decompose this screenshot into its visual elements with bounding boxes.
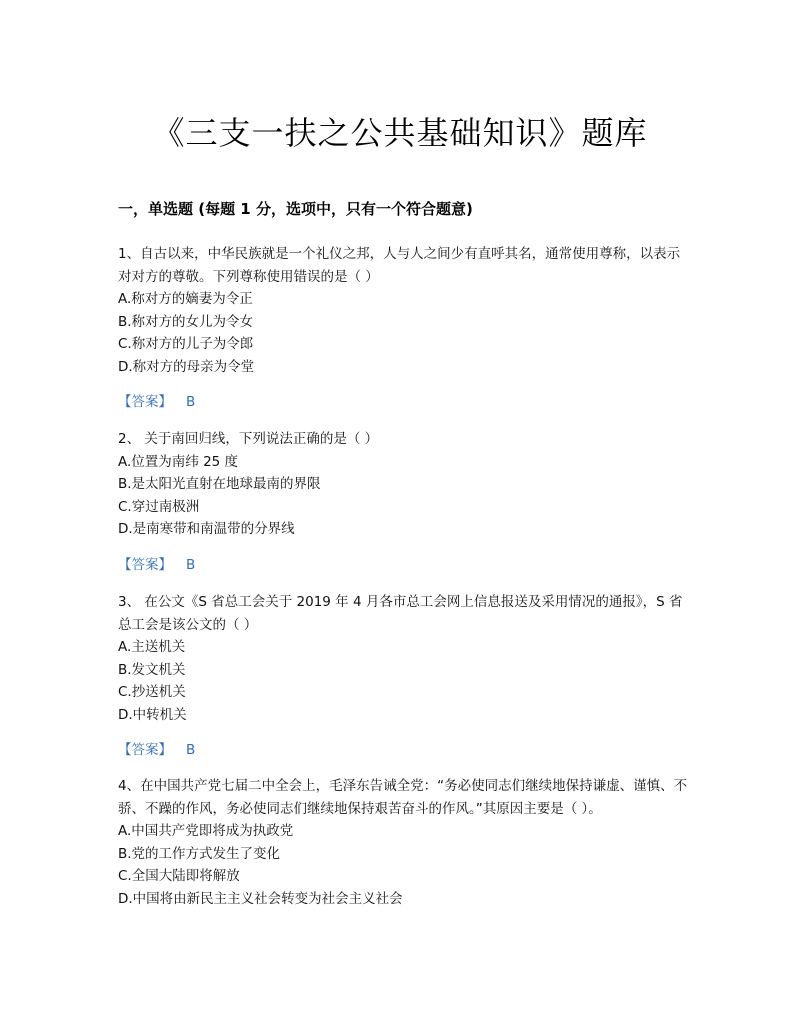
option-b: B.是太阳光直射在地球最南的界限 <box>118 476 321 492</box>
option-b: B.党的工作方式发生了变化 <box>118 845 281 862</box>
section-heading: 一，单选题 (每题 1 分，选项中，只有一个符合题意) <box>118 200 473 218</box>
answer-value: B <box>186 556 196 573</box>
option-a: A.位置为南纬 25 度 <box>118 453 239 470</box>
answer-value: B <box>186 394 196 410</box>
option-c: C.全国大陆即将解放 <box>118 868 240 884</box>
option-c: C.称对方的儿子为令郎 <box>118 336 254 352</box>
answer-label: 【答案】 <box>118 742 172 758</box>
answer-line <box>118 554 688 577</box>
document-title: 《三支一扶之公共基础知识》题库 <box>152 114 648 152</box>
option-a: A.主送机关 <box>118 639 186 655</box>
option-a: A.中国共产党即将成为执政党 <box>118 823 294 839</box>
question-1 <box>118 243 688 414</box>
option-b: B.发文机关 <box>118 661 186 678</box>
answer-value: B <box>186 742 196 758</box>
question-text: 2、 关于南回归线，下列说法正确的是（ ） <box>118 431 379 447</box>
answer-label: 【答案】 <box>118 394 172 410</box>
option-d: D.是南寒带和南温带的分界线 <box>118 521 295 537</box>
option-c: C.穿过南极洲 <box>118 498 200 515</box>
option-a: A.称对方的嫡妻为令正 <box>118 291 253 307</box>
question-text: 1、自古以来，中华民族就是一个礼仪之邦，人与人之间少有直呼其名，通常使用尊称，以表示对对方的尊敬。下列尊称使用错误的是（ ） <box>118 246 681 285</box>
question-text: 4、在中国共产党七届二中全会上，毛泽东告诫全党：“务必使同志们继续地保持谦虚、谨慎、不骄、不躁的作风，务必使同志们继续地保持艰苦奋斗的作风。”其原因主要是（ ）。 <box>118 778 688 817</box>
answer-label: 【答案】 <box>118 556 172 573</box>
option-c: C.抄送机关 <box>118 684 186 700</box>
option-d: D.称对方的母亲为令堂 <box>118 358 255 375</box>
question-text: 3、 在公文《S 省总工会关于 2019 年 4 月各市总工会网上信息报送及采用情况的通报》，S 省总工会是该公文的（ ） <box>118 594 683 633</box>
option-d: D.中国将由新民主主义社会转变为社会主义社会 <box>118 890 403 907</box>
answer-line <box>118 739 688 762</box>
answer-line <box>118 391 688 414</box>
question-2 <box>118 428 688 576</box>
question-3 <box>118 591 688 762</box>
option-d: D.中转机关 <box>118 706 187 723</box>
question-4 <box>118 775 688 910</box>
option-b: B.称对方的女儿为令女 <box>118 313 254 330</box>
